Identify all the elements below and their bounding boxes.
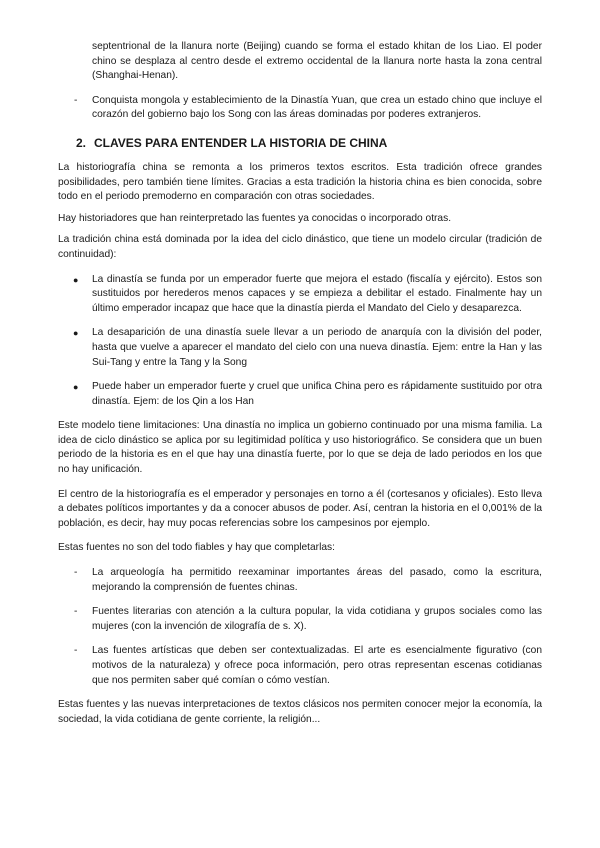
continued-list-item: septentrional de la llanura norte (Beijing) cuando se forma el estado khitan de los Liao. El poder chino se desplaza al centro desde el extremo occidental de la llanura norte hasta la zona central (Shanghai-Henan).	[92, 41, 542, 82]
bullet-marker: ●	[73, 382, 79, 393]
list-item	[58, 326, 542, 370]
list-item	[58, 566, 542, 595]
paragraph: Este modelo tiene limitaciones: Una dinastía no implica un gobierno continuado por una misma familia. La idea de ciclo dinástico se aplica por su legitimidad política y uso historiográfico. Se considera que un buen periodo de la historia es en el que hay una dinastía fuerte, por lo que se deja de lado periodos en los que no hay unificación.	[58, 420, 542, 476]
paragraph: La historiografía china se remonta a los primeros textos escritos. Esta tradición ofrece grandes posibilidades, pero también tiene límites. Gracias a esta tradición la historia china es bien conocida, sobre todo en el periodo premoderno en comparación con otras sociedades.	[58, 161, 542, 203]
dash-marker: -	[74, 567, 78, 579]
paragraph: Estas fuentes y las nuevas interpretaciones de textos clásicos nos permiten conocer mejor la economía, la sociedad, la vida cotidiana de gente corriente, la religión...	[58, 699, 542, 725]
section-number: 2.	[76, 135, 87, 150]
list-item-text: La dinastía se funda por un emperador fuerte que mejora el estado (fiscalía y ejército). Estos son sustituidos por herederos menos capaces y se empieza a debilitar el estado. Finalmente hay un último emperador incapaz que hace que la dinastía pierda el Mandato del Cielo y desaparezca.	[92, 273, 542, 314]
bullet-marker: ●	[73, 274, 79, 285]
paragraph: La tradición china está dominada por la idea del ciclo dinástico, que tiene un modelo circular (tradición de continuidad):	[58, 234, 542, 260]
section-heading	[76, 135, 542, 151]
paragraph: El centro de la historiografía es el emperador y personajes en torno a él (cortesanos y oficiales). Esto lleva a debates políticos importantes y da a conocer abusos de poder. Así, centran la historia en el 0,001% de la población, es decir, hay muy pocas referencias sobre los campesinos por ejemplo.	[58, 488, 542, 529]
list-item	[58, 273, 542, 317]
bullet-list	[58, 273, 542, 410]
dash-marker: -	[74, 94, 78, 106]
section-title: CLAVES PARA ENTENDER LA HISTORIA DE CHINA	[94, 135, 388, 150]
list-item	[58, 605, 542, 634]
list-item	[58, 380, 542, 409]
dash-marker: -	[74, 645, 78, 657]
list-item-text: Fuentes literarias con atención a la cultura popular, la vida cotidiana y grupos sociales como las mujeres (con la invención de xilografía de s. X).	[92, 606, 542, 632]
bullet-marker: ●	[73, 328, 79, 339]
list-item	[58, 644, 542, 688]
list-item-text: Puede haber un emperador fuerte y cruel que unifica China pero es rápidamente sustituido por otra dinastía. Ejem: de los Qin a los Han	[92, 381, 542, 407]
paragraph: Estas fuentes no son del todo fiables y hay que completarlas:	[58, 542, 335, 554]
list-item-text: Conquista mongola y establecimiento de la Dinastía Yuan, que crea un estado chino que incluye el corazón del gobierno bajo los Song con las áreas dominadas por poderes extranjeros.	[92, 94, 542, 121]
list-item-text: La arqueología ha permitido reexaminar importantes áreas del pasado, como la escritura, mejorando la comprensión de fuentes chinas.	[92, 567, 542, 593]
paragraph: Hay historiadores que han reinterpretado las fuentes ya conocidas o incorporado otras.	[58, 212, 452, 224]
list-item-text: Las fuentes artísticas que deben ser contextualizadas. El arte es esencialmente figurativo (con motivos de la naturaleza) y ofrece poca información, pero otras representan escenas cotidianas que nos permiten saber qué comían o cómo vestían.	[92, 645, 542, 686]
top-dash-list	[58, 94, 542, 123]
list-item-text: La desaparición de una dinastía suele llevar a un periodo de anarquía con la división del poder, hasta que vuelve a aparecer el mandato del cielo con una nueva dinastía. Ejem: entre la Han y las Sui-Tang y entre la Tang y la Song	[92, 327, 542, 368]
dash-marker: -	[74, 606, 78, 618]
list-item	[58, 94, 542, 123]
sources-list	[58, 566, 542, 688]
